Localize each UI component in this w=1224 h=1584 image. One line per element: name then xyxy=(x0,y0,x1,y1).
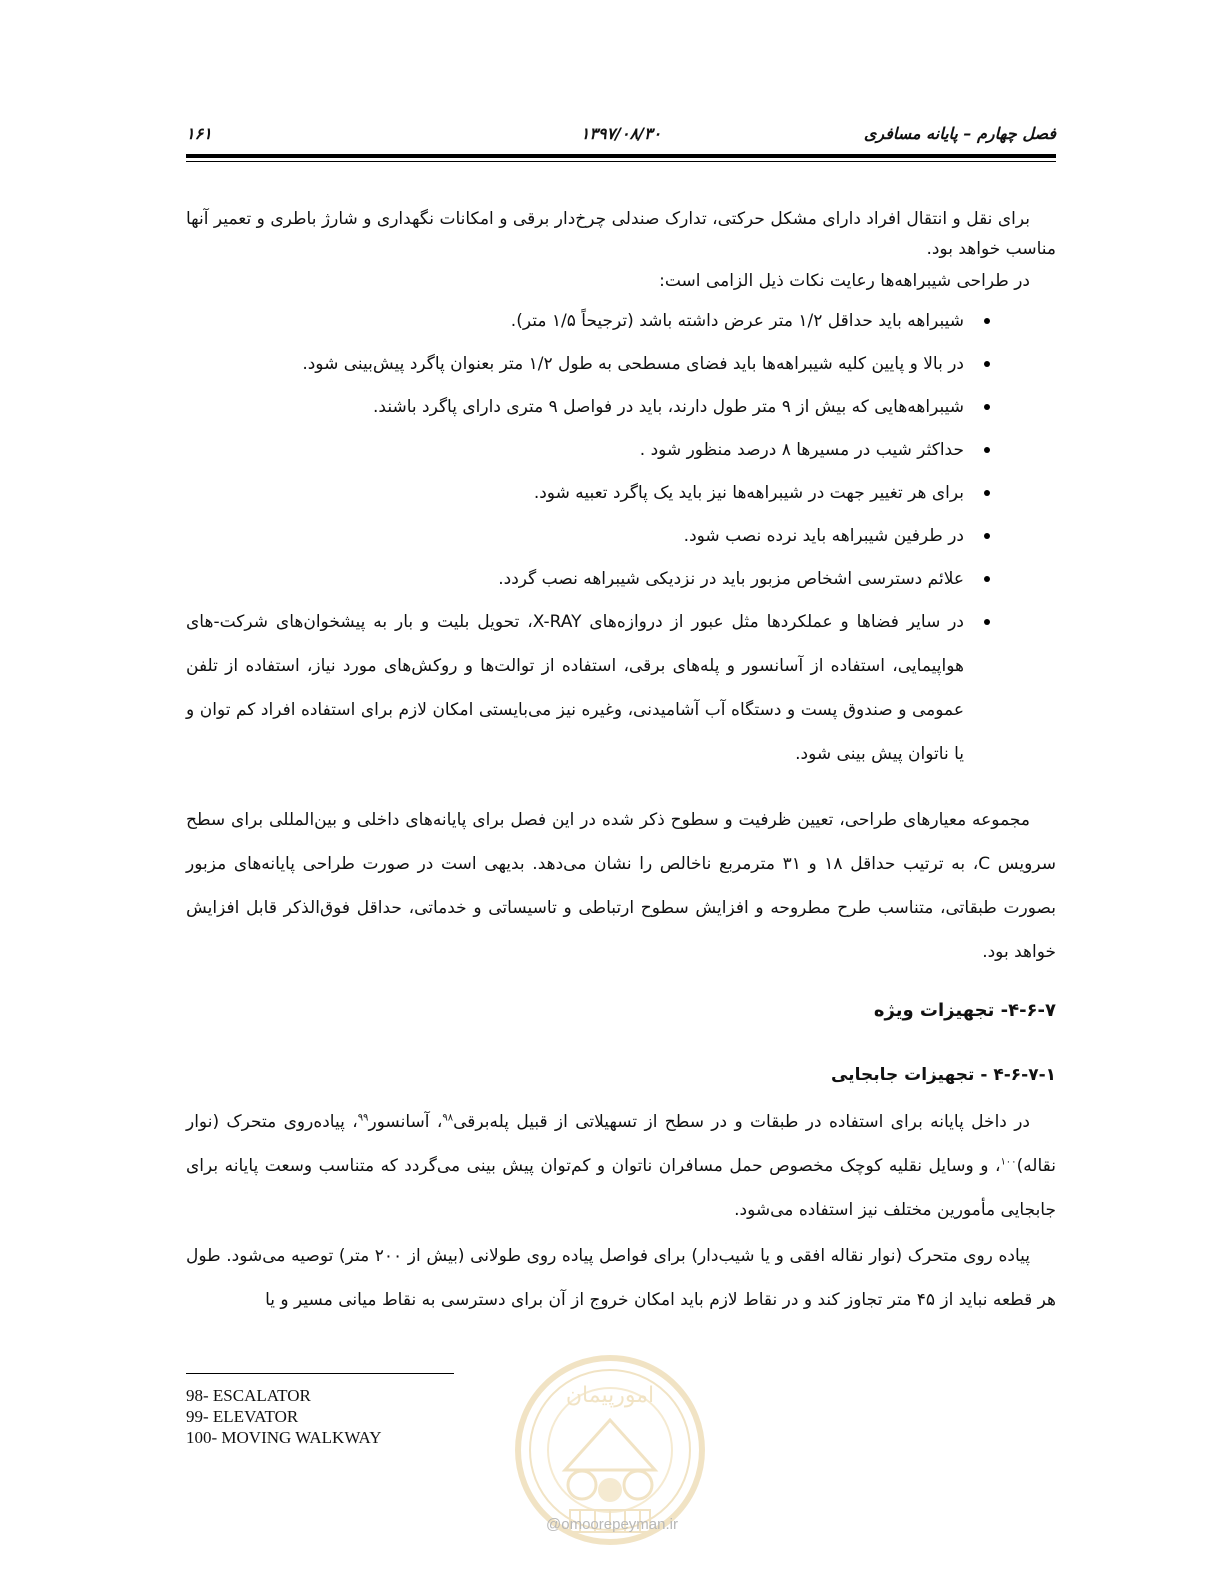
body-content xyxy=(186,204,1056,1322)
list-item: در سایر فضاها و عملکردها مثل عبور از دروازه‌های X-RAY، تحویل بلیت و بار به پیشخوان‌های شرکت-های هواپیمایی، استفاده از آسانسور و پله‌های برقی، استفاده از توالت‌ها و روکش‌های مورد نیاز، استفاده از تلفن عمومی و صندوق پست و دستگاه آب آشامیدنی، وغیره نیز می‌بایستی امکان لازم برای استفاده افراد کم توان و یا ناتوان پیش بینی شود. xyxy=(186,600,964,776)
page-number: ۱۶۱ xyxy=(186,124,212,143)
subsection-heading: ۴-۶-۷-۱ - تجهیزات جابجایی xyxy=(830,1065,1056,1085)
ramp-rules-intro: در طراحی شیبراهه‌ها رعایت نکات ذیل الزامی است: xyxy=(659,271,1030,291)
list-item: برای هر تغییر جهت در شیبراهه‌ها نیز باید یک پاگرد تعبیه شود. xyxy=(186,478,964,508)
list-item: شیبراهه باید حداقل ۱/۲ متر عرض داشته باشد (ترجیحاً ۱/۵ متر). xyxy=(186,306,964,336)
ramp-rules-list xyxy=(186,306,1056,776)
section-heading: ۴-۶-۷- تجهیزات ویژه xyxy=(873,1000,1056,1021)
list-item: در طرفین شیبراهه باید نرده نصب شود. xyxy=(186,521,964,551)
page-header xyxy=(186,120,1056,150)
list-item: حداکثر شیب در مسیرها ۸ درصد منظور شود . xyxy=(186,435,964,465)
footnote-ref[interactable]: ۹۸ xyxy=(442,1112,454,1124)
list-item: شیبراهه‌هایی که بیش از ۹ متر طول دارند، باید در فواصل ۹ متری دارای پاگرد باشند. xyxy=(186,392,964,422)
header-rule-thick xyxy=(186,154,1056,158)
intro-paragraph: برای نقل و انتقال افراد دارای مشکل حرکتی، تدارک صندلی چرخ‌دار برقی و امکانات نگهداری و شارژ باطری و تعمیر آنها مناسب خواهد بود. xyxy=(186,209,1056,259)
walkway-paragraph: پیاده روی متحرک (نوار نقاله افقی و یا شیب‌دار) برای فواصل پیاده روی طولانی (بیش از ۲۰۰ متر) توصیه می‌شود. طول هر قطعه نباید از ۴۵ متر تجاوز کند و در نقاط لازم باید امکان خروج از آن برای دسترسی به نقاط میانی مسیر و یا xyxy=(186,1246,1056,1310)
equipment-paragraph xyxy=(186,1100,1056,1232)
chapter-title: فصل چهارم – پایانه مسافری xyxy=(863,124,1056,143)
watermark-logo-text: امورپیمان xyxy=(565,1383,655,1408)
equipment-text-2: ، آسانسور xyxy=(368,1112,443,1132)
footnote-ref[interactable]: ۱۰۰ xyxy=(1000,1156,1017,1168)
footnote-ref[interactable]: ۹۹ xyxy=(357,1112,369,1124)
header-rule-thin xyxy=(186,161,1056,162)
footnotes xyxy=(186,1385,382,1448)
watermark-site[interactable]: @omoorepeyman.ir xyxy=(546,1516,678,1533)
footnote-item: 99- ELEVATOR xyxy=(186,1407,299,1426)
footnote-item: 100- MOVING WALKWAY xyxy=(186,1428,382,1447)
header-date: ۱۳۹۷/۰۸/۳۰ xyxy=(580,124,662,143)
footnote-item: 98- ESCALATOR xyxy=(186,1386,311,1405)
list-item: در بالا و پایین کلیه شیبراهه‌ها باید فضای مسطحی به طول ۱/۲ متر بعنوان پاگرد پیش‌بینی شود. xyxy=(186,349,964,379)
list-item: علائم دسترسی اشخاص مزبور باید در نزدیکی شیبراهه نصب گردد. xyxy=(186,564,964,594)
footnote-divider xyxy=(186,1373,454,1374)
equipment-text-3: ، پیاده‌روی متحرک (نوار نقاله) xyxy=(186,1112,1056,1176)
equipment-text-1: در داخل پایانه برای استفاده در طبقات و در سطح از تسهیلاتی از قبیل پله‌برقی xyxy=(453,1112,1030,1132)
summary-paragraph: مجموعه معیارهای طراحی، تعیین ظرفیت و سطوح ذکر شده در این فصل برای پایانه‌های داخلی و بین‌المللی برای سطح سرویس C، به ترتیب حداقل ۱۸ و ۳۱ مترمربع ناخالص را نشان می‌دهد. بدیهی است در صورت طراحی پایانه‌های مزبور بصورت طبقاتی، متناسب طرح مطروحه و افزایش سطوح ارتباطی و تاسیساتی و خدماتی، حداقل فوق‌الذکر قابل افزایش خواهد بود. xyxy=(186,810,1056,962)
equipment-text-4: ، و وسایل نقلیه کوچک مخصوص حمل مسافران ناتوان و کم‌توان پیش بینی می‌گردد که متناسب وسعت پایانه برای جابجایی مأمورین مختلف نیز استفاده می‌شود. xyxy=(186,1156,1056,1220)
